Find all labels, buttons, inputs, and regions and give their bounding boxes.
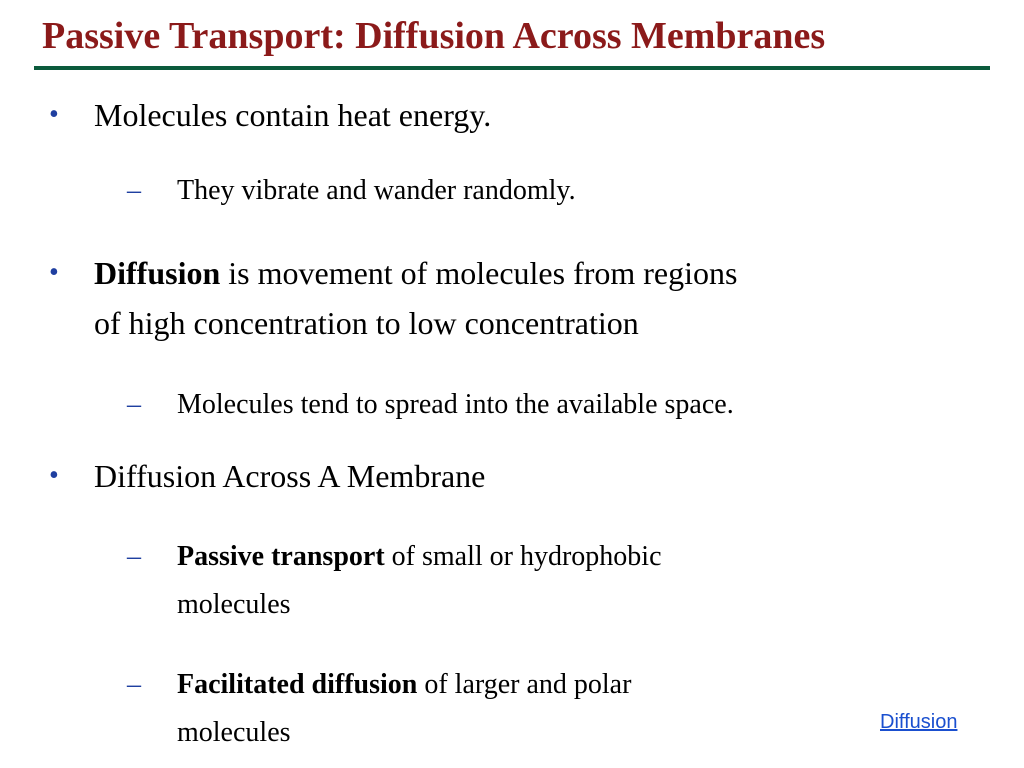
- sub-item-text-line2: molecules: [177, 717, 291, 748]
- title-underline: [34, 66, 990, 70]
- bold-term: Diffusion: [94, 255, 221, 291]
- bullet-text: [94, 249, 737, 297]
- sub-item-text-rest: of larger and polar: [417, 669, 632, 700]
- bullet-dot-icon: •: [49, 99, 59, 130]
- diffusion-link[interactable]: Diffusion: [880, 711, 958, 733]
- bullet-dot-icon: •: [49, 257, 59, 288]
- sub-item-text-line2: molecules: [177, 589, 291, 620]
- sub-item-text: Molecules tend to spread into the available space.: [177, 389, 734, 420]
- sub-item-text-rest: of small or hydrophobic: [384, 541, 662, 572]
- bullet-text-rest: is movement of molecules from regions: [220, 255, 738, 291]
- bullet-text: Diffusion Across A Membrane: [94, 458, 486, 494]
- bold-term: Passive transport: [177, 541, 385, 572]
- dash-icon: –: [127, 669, 141, 700]
- bullet-dot-icon: •: [49, 460, 59, 491]
- sub-item-text: [177, 664, 631, 706]
- sub-item-text: They vibrate and wander randomly.: [177, 175, 576, 206]
- bullet-text: Molecules contain heat energy.: [94, 97, 492, 133]
- sub-item-text: [177, 536, 662, 578]
- dash-icon: –: [127, 175, 141, 206]
- dash-icon: –: [127, 541, 141, 572]
- dash-icon: –: [127, 389, 141, 420]
- bold-term: Facilitated diffusion: [177, 669, 418, 700]
- bullet-text-line2: of high concentration to low concentration: [94, 305, 639, 341]
- slide-title: Passive Transport: Diffusion Across Membranes: [42, 15, 826, 57]
